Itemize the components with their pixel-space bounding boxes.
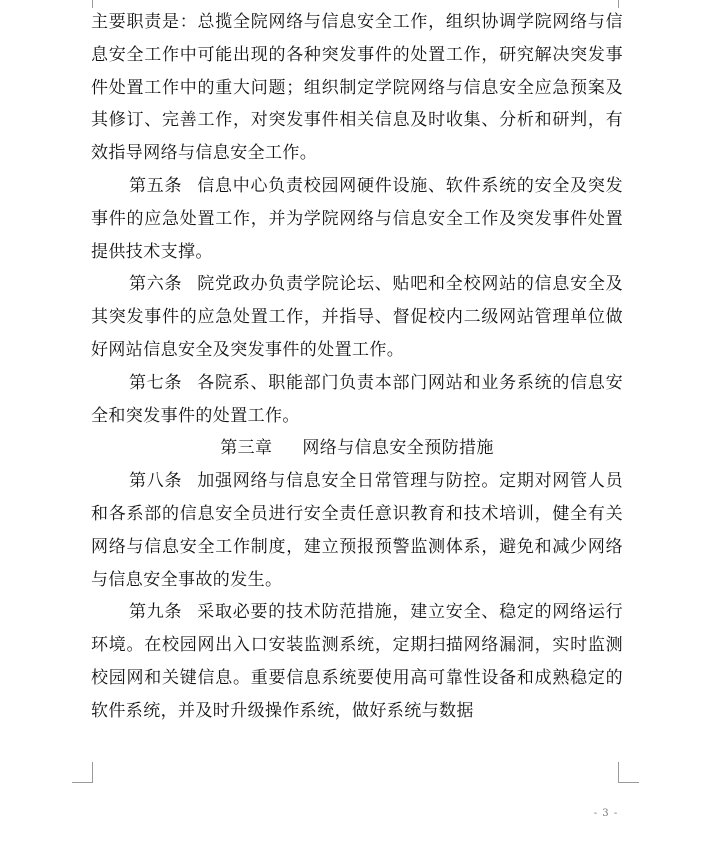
margin-mark-top-left bbox=[72, 0, 93, 8]
margin-mark-bottom-right bbox=[618, 762, 639, 783]
margin-mark-bottom-left bbox=[72, 762, 93, 783]
article-7 bbox=[91, 367, 623, 433]
article-text: 采取必要的技术防范措施，建立安全、稳定的网络运行环境。在校园网出入口安装监测系统，定期扫描网络漏洞，实时监测校园网和关键信息。重要信息系统要使用高可靠性设备和成熟稳定的软件系统，并及时升级操作系统，做好系统与数据 bbox=[91, 602, 623, 721]
article-9 bbox=[91, 596, 623, 727]
page-number: - 3 - bbox=[593, 808, 619, 819]
article-text: 院党政办负责学院论坛、贴吧和全校网站的信息安全及其突发事件的应急处置工作，并指导、督促校内二级网站管理单位做好网站信息安全及突发事件的处置工作。 bbox=[91, 274, 623, 360]
article-number: 第五条 bbox=[129, 175, 183, 196]
article-text: 信息中心负责校园网硬件设施、软件系统的安全及突发事件的应急处置工作，并为学院网络与信息安全工作及突发事件处置提供技术支撑。 bbox=[91, 175, 623, 262]
article-5 bbox=[91, 170, 623, 268]
chapter-number: 第三章 bbox=[220, 438, 273, 459]
article-number: 第六条 bbox=[129, 274, 183, 295]
article-number: 第八条 bbox=[129, 471, 183, 492]
article-6 bbox=[91, 268, 623, 366]
article-8 bbox=[91, 465, 623, 596]
chapter-title: 网络与信息安全预防措施 bbox=[302, 438, 494, 459]
article-text: 各院系、职能部门负责本部门网站和业务系统的信息安全和突发事件的处置工作。 bbox=[91, 372, 623, 426]
chapter-heading bbox=[91, 432, 623, 465]
document-body bbox=[91, 6, 623, 728]
article-number: 第七条 bbox=[129, 372, 183, 393]
article-number: 第九条 bbox=[129, 602, 183, 623]
article-text: 加强网络与信息安全日常管理与防控。定期对网管人员和各系部的信息安全员进行安全责任意识教育和技术培训，健全有关网络与信息安全工作制度，建立预报预警监测体系，避免和减少网络与信息安全事故的发生。 bbox=[91, 471, 623, 590]
continuation-paragraph: 主要职责是：总揽全院网络与信息安全工作，组织协调学院网络与信息安全工作中可能出现的各种突发事件的处置工作，研究解决突发事件处置工作中的重大问题；组织制定学院网络与信息安全应急预案及其修订、完善工作，对突发事件相关信息及时收集、分析和研判，有效指导网络与信息安全工作。 bbox=[91, 12, 623, 164]
